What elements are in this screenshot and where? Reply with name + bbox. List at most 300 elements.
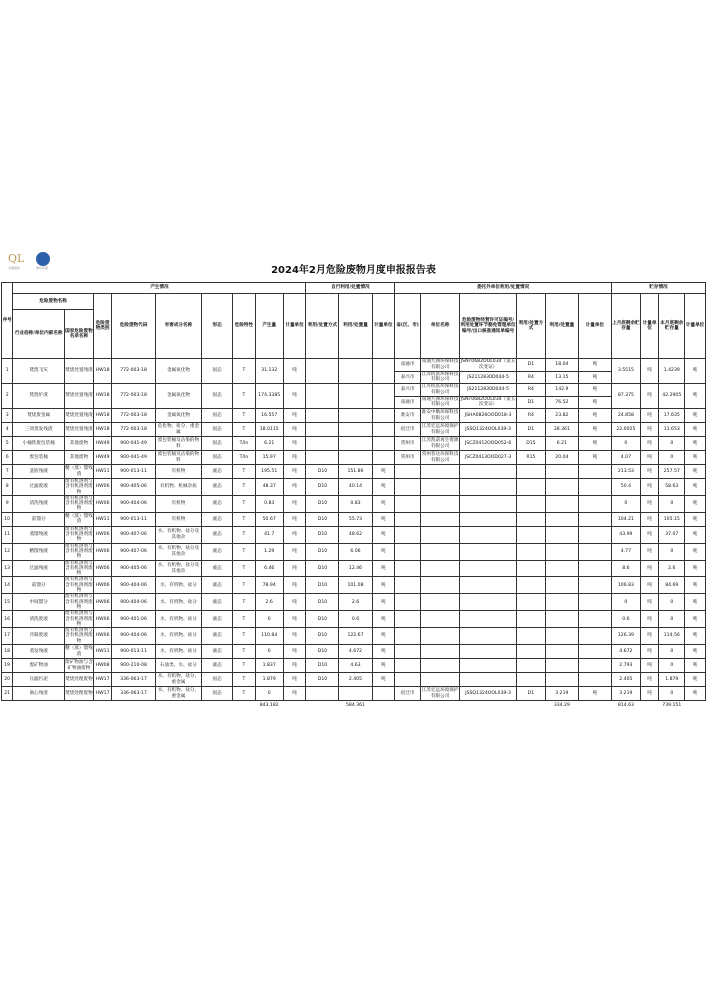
cell-category: HW06 <box>93 611 112 628</box>
cell-ent-amount: 23.82 <box>545 409 578 423</box>
cell-property: T <box>233 465 256 479</box>
cell-self-unit <box>372 451 395 465</box>
cell-form: 固态 <box>202 423 233 437</box>
cell-unit: 吨 <box>283 543 306 560</box>
cell-code: 900-404-06 <box>112 577 155 594</box>
cell-company <box>421 628 460 645</box>
cell-seq: 3 <box>2 409 13 423</box>
cell-self-amount: 48.62 <box>339 526 372 543</box>
cell-self-amount: 2.6 <box>339 594 372 611</box>
cell-property: T <box>233 687 256 701</box>
cell-self-unit: 吨 <box>372 512 395 526</box>
cell-code: 772-003-18 <box>112 359 155 384</box>
cell-harmful: 水、有机物、盐分、重金属 <box>155 687 201 701</box>
cell-ent-unit <box>578 479 611 496</box>
logo-emblem-icon <box>36 252 50 266</box>
cell-seq: 18 <box>2 645 13 659</box>
cell-ent-method <box>516 512 545 526</box>
cell-province <box>395 465 421 479</box>
cell-category: HW11 <box>93 465 112 479</box>
cell-category: HW18 <box>93 409 112 423</box>
totals-blank <box>685 701 706 711</box>
table-row <box>2 359 706 372</box>
cell-province <box>395 526 421 543</box>
cell-property: T <box>233 560 256 577</box>
cell-last-stock: 0 <box>611 594 640 611</box>
cell-seq: 21 <box>2 687 13 701</box>
cell-amount: 0 <box>255 687 283 701</box>
cell-last-stock: 4.672 <box>611 645 640 659</box>
cell-category: HW11 <box>93 645 112 659</box>
table-row <box>2 423 706 437</box>
cell-license <box>460 577 517 594</box>
cell-license <box>460 611 517 628</box>
cell-seq: 8 <box>2 479 13 496</box>
cell-industry-name: 小桶铁废包装桶 <box>13 437 65 451</box>
cell-national-name: 精（蒸）馏残渣 <box>65 513 93 525</box>
cell-self-amount <box>339 451 372 465</box>
cell-harmful: 废包装桶及沾染的物料 <box>155 451 201 465</box>
cell-last-stock: 3.219 <box>611 687 640 701</box>
header-unit: 计量单位 <box>283 294 306 359</box>
cell-last-unit: 吨 <box>640 560 659 577</box>
cell-ent-amount <box>545 526 578 543</box>
cell-self-amount: 122.67 <box>339 628 372 645</box>
cell-this-unit: 吨 <box>685 437 706 451</box>
table-row <box>2 495 706 512</box>
header-this-stock: 本月底剩余贮存量 <box>659 294 685 359</box>
cell-ent-amount <box>545 495 578 512</box>
cell-this-stock: 2.6 <box>659 560 685 577</box>
cell-national-name: 精（蒸）馏残渣 <box>65 466 93 477</box>
cell-category: HW18 <box>93 359 112 384</box>
cell-province: 泰兴市 <box>395 384 421 397</box>
cell-company <box>421 611 460 628</box>
cell-province <box>395 645 421 659</box>
header-ent-method: 利用/处置方式 <box>516 294 545 359</box>
cell-self-unit: 吨 <box>372 673 395 687</box>
cell-industry-name: 焚烧废金属 <box>13 409 65 423</box>
cell-unit: 吨 <box>283 409 306 423</box>
cell-ent-amount <box>545 577 578 594</box>
header-property: 危险特性 <box>233 294 256 359</box>
cell-this-stock: 0 <box>659 495 685 512</box>
cell-property: T/In <box>233 437 256 451</box>
cell-amount: 41.7 <box>255 526 283 543</box>
cell-seq: 7 <box>2 465 13 479</box>
table-row <box>2 594 706 611</box>
cell-form: 液态 <box>202 512 233 526</box>
cell-self-unit <box>372 384 395 409</box>
cell-self-amount <box>339 384 372 409</box>
cell-ent-amount <box>545 659 578 673</box>
cell-national-name: 焚烧处置残渣 <box>64 359 93 384</box>
cell-this-unit: 吨 <box>685 577 706 594</box>
cell-company <box>421 673 460 687</box>
cell-last-unit: 吨 <box>640 673 659 687</box>
cell-amount: 1.837 <box>255 659 283 673</box>
cell-unit: 吨 <box>283 465 306 479</box>
cell-harmful: 有机物 <box>155 465 201 479</box>
cell-license: JSCZ0413OOD027-3 <box>460 451 517 465</box>
cell-national-name: 焚烧处理废物 <box>64 673 93 687</box>
cell-province: 淮安市 <box>395 409 421 423</box>
totals-blank <box>2 701 13 711</box>
cell-national-name: 废有机溶剂与含有机溶剂废物 <box>65 577 93 594</box>
cell-amount: 1.29 <box>255 543 283 560</box>
totals-blank <box>516 701 545 711</box>
cell-last-stock: 106.83 <box>611 577 640 594</box>
cell-category: HW06 <box>93 560 112 577</box>
cell-ent-unit <box>578 560 611 577</box>
cell-ent-method <box>516 673 545 687</box>
cell-property: T <box>233 659 256 673</box>
cell-last-unit: 吨 <box>640 423 659 437</box>
header-entrust: 委托外单位利用/处置情况 <box>395 283 612 294</box>
total-self-amount: 584.361 <box>345 702 365 708</box>
cell-national-name: 焚烧处理废物 <box>64 687 93 701</box>
header-form: 形态 <box>202 294 233 359</box>
cell-ent-unit: 吨 <box>578 409 611 423</box>
cell-code: 900-405-06 <box>112 560 155 577</box>
total-last-stock: 814.63 <box>617 702 634 708</box>
cell-self-amount: 40.14 <box>339 479 372 496</box>
cell-ent-unit: 吨 <box>578 359 611 372</box>
cell-this-stock: 11.653 <box>659 423 685 437</box>
cell-this-stock: 1.4239 <box>659 359 685 384</box>
cell-national-name: 废有机溶剂与含有机溶剂废物 <box>65 495 93 512</box>
cell-this-stock: 1.879 <box>659 673 685 687</box>
totals-blank <box>395 701 421 711</box>
cell-national-name: 废有机溶剂与含有机溶剂废物 <box>65 560 93 577</box>
cell-company <box>421 560 460 577</box>
totals-blank <box>283 701 306 711</box>
table-row <box>2 611 706 628</box>
cell-self-unit: 吨 <box>372 495 395 512</box>
cell-national-name: 焚烧处置残渣 <box>64 409 93 423</box>
cell-amount: 18.0115 <box>255 423 283 437</box>
cell-this-unit: 吨 <box>685 451 706 465</box>
cell-ent-unit <box>578 526 611 543</box>
cell-harmful: 金属氧化物 <box>155 359 201 384</box>
cell-this-unit: 吨 <box>685 465 706 479</box>
cell-property: T <box>233 359 256 384</box>
cell-self-method: D10 <box>306 645 339 659</box>
cell-this-unit: 吨 <box>685 645 706 659</box>
cell-license <box>460 526 517 543</box>
cell-license <box>460 512 517 526</box>
header-self: 自行利用/处置情况 <box>306 283 395 294</box>
cell-amount: 195.51 <box>255 465 283 479</box>
cell-amount: 50.67 <box>255 512 283 526</box>
logo-text-1: 全球领先 <box>8 266 21 270</box>
cell-self-method <box>306 423 339 437</box>
cell-this-unit: 吨 <box>685 384 706 409</box>
totals-blank <box>460 701 517 711</box>
totals-blank <box>421 701 460 711</box>
cell-license: JSNT0682OOL034（第五次变证） <box>460 359 516 370</box>
cell-form: 固态 <box>202 687 233 701</box>
cell-last-stock: 104.21 <box>611 512 640 526</box>
cell-amount: 6.46 <box>255 560 283 577</box>
cell-this-stock: 114.56 <box>659 628 685 645</box>
cell-self-method: D10 <box>306 577 339 594</box>
cell-province <box>395 512 421 526</box>
cell-category: HW49 <box>93 451 112 465</box>
cell-company: 江苏宏远环境保护有限公司 <box>421 424 459 435</box>
cell-ent-amount: 20.04 <box>545 451 578 465</box>
cell-company <box>421 659 460 673</box>
header-ent-amount: 利用/处置量 <box>545 294 578 359</box>
cell-license <box>460 479 517 496</box>
cell-code: 900-041-49 <box>112 451 155 465</box>
cell-seq: 15 <box>2 594 13 611</box>
cell-harmful: 危化物、盐分、重金属 <box>155 423 201 437</box>
cell-this-unit: 吨 <box>685 423 706 437</box>
cell-last-stock: 3.5515 <box>611 359 640 384</box>
cell-province <box>395 560 421 577</box>
header-this-unit: 计量单位 <box>685 294 706 359</box>
cell-industry-name: 压滤污泥 <box>13 673 65 687</box>
cell-self-method <box>306 359 339 384</box>
cell-this-unit: 吨 <box>685 543 706 560</box>
cell-self-unit: 吨 <box>372 594 395 611</box>
cell-ent-method <box>516 479 545 496</box>
cell-industry-name: 过滤废液 <box>13 479 65 496</box>
cell-industry-name: 清洗残液 <box>13 495 65 512</box>
cell-national-name: 废有机溶剂与含有机溶剂废物 <box>65 628 93 644</box>
table-row <box>2 645 706 659</box>
cell-province: 泰兴市 <box>395 371 421 384</box>
cell-self-unit <box>372 423 395 437</box>
totals-blank <box>640 701 659 711</box>
cell-seq: 17 <box>2 628 13 645</box>
cell-self-unit: 吨 <box>372 543 395 560</box>
cell-province <box>395 577 421 594</box>
cell-self-amount: 0.6 <box>339 611 372 628</box>
cell-last-stock: 0.6 <box>611 611 640 628</box>
cell-unit: 吨 <box>283 479 306 496</box>
cell-province <box>395 673 421 687</box>
cell-ent-unit <box>578 495 611 512</box>
cell-property: T <box>233 611 256 628</box>
cell-industry-name: 中间馏分 <box>13 594 65 611</box>
cell-self-method: D10 <box>306 495 339 512</box>
totals-blank <box>233 701 256 711</box>
cell-amount: 1.879 <box>255 673 283 687</box>
cell-last-stock: 0 <box>611 495 640 512</box>
cell-form: 液态 <box>202 577 233 594</box>
cell-company: 江苏凯诺再生资源有限公司 <box>421 438 459 449</box>
cell-self-unit: 吨 <box>372 645 395 659</box>
cell-harmful: 有机物 <box>155 512 201 526</box>
cell-national-name: 废有机溶剂与含有机溶剂废物 <box>65 611 93 627</box>
totals-blank <box>64 701 93 711</box>
cell-unit: 吨 <box>283 560 306 577</box>
cell-unit: 吨 <box>283 577 306 594</box>
cell-company <box>421 495 460 512</box>
cell-ent-method: R4 <box>516 371 545 384</box>
cell-code: 772-003-18 <box>112 409 155 423</box>
cell-self-amount: 55.73 <box>339 512 372 526</box>
cell-company: 南通九洲环保科技有限公司 <box>421 396 459 408</box>
cell-code: 772-003-18 <box>112 423 155 437</box>
cell-form: 液态 <box>202 479 233 496</box>
cell-form: 固态 <box>202 359 233 384</box>
cell-industry-name: 过滤残液 <box>13 560 65 577</box>
cell-industry-name: 焚烧飞灰 <box>13 359 65 384</box>
cell-seq: 9 <box>2 495 13 512</box>
cell-ent-method <box>516 560 545 577</box>
cell-province: 南通市 <box>395 359 421 372</box>
cell-last-stock: 87.375 <box>611 384 640 409</box>
cell-this-unit: 吨 <box>685 409 706 423</box>
cell-form: 液态 <box>202 543 233 560</box>
cell-this-stock: 17.635 <box>659 409 685 423</box>
cell-national-name: 废有机溶剂与含有机溶剂废物 <box>65 594 93 610</box>
cell-code: 900-404-06 <box>112 628 155 645</box>
cell-amount: 31.132 <box>255 359 283 384</box>
header-code: 危险废物代码 <box>112 294 155 359</box>
cell-ent-amount <box>545 594 578 611</box>
cell-ent-amount <box>545 645 578 659</box>
cell-category: HW17 <box>93 687 112 701</box>
cell-self-method: D10 <box>306 512 339 526</box>
table-row <box>2 673 706 687</box>
total-this-stock: 739.151 <box>662 702 682 708</box>
cell-ent-method <box>516 645 545 659</box>
cell-license <box>460 594 517 611</box>
cell-property: T <box>233 645 256 659</box>
cell-this-stock: 84.69 <box>659 577 685 594</box>
cell-property: T <box>233 409 256 423</box>
cell-industry-name: 冷凝废液 <box>13 628 65 645</box>
cell-self-amount <box>339 687 372 701</box>
cell-national-name: 精（蒸）馏残渣 <box>65 646 93 657</box>
cell-unit: 吨 <box>283 384 306 409</box>
cell-province: 宿迁市 <box>395 423 421 437</box>
cell-harmful: 水、有机物、盐分 <box>155 628 201 645</box>
cell-code: 900-404-06 <box>112 594 155 611</box>
totals-blank <box>13 701 65 711</box>
cell-code: 900-401-06 <box>112 611 155 628</box>
cell-last-unit: 吨 <box>640 543 659 560</box>
cell-last-unit: 吨 <box>640 465 659 479</box>
cell-property: T <box>233 512 256 526</box>
cell-this-stock: 0 <box>659 543 685 560</box>
cell-unit: 吨 <box>283 437 306 451</box>
cell-ent-unit <box>578 465 611 479</box>
report-body <box>2 359 706 711</box>
cell-harmful: 有机物、机械杂质 <box>155 479 201 496</box>
cell-province <box>395 659 421 673</box>
cell-amount: 0.83 <box>255 495 283 512</box>
cell-this-stock: 257.57 <box>659 465 685 479</box>
cell-industry-name: 焚烧炉渣 <box>13 384 65 409</box>
header-license: 危险废物经营许可证编号/利用处置环节豁免管理单位编号/出口核准通知单编号 <box>460 294 517 359</box>
cell-company <box>421 512 460 526</box>
cell-ent-amount <box>545 628 578 645</box>
cell-seq: 20 <box>2 673 13 687</box>
cell-this-unit: 吨 <box>685 526 706 543</box>
cell-self-amount: 0.83 <box>339 495 372 512</box>
cell-this-stock: 0 <box>659 451 685 465</box>
cell-province <box>395 594 421 611</box>
cell-self-method: D10 <box>306 560 339 577</box>
cell-harmful: 有机物 <box>155 495 201 512</box>
cell-code: 900-013-11 <box>112 465 155 479</box>
table-row <box>2 577 706 594</box>
cell-form: 固态 <box>202 384 233 409</box>
cell-seq: 1 <box>2 359 13 384</box>
cell-self-method <box>306 687 339 701</box>
cell-unit: 吨 <box>283 645 306 659</box>
table-row <box>2 628 706 645</box>
cell-amount: 0 <box>255 611 283 628</box>
cell-last-stock: 0 <box>611 437 640 451</box>
header-last-stock: 上月底剩余贮存量 <box>611 294 640 359</box>
cell-category: HW06 <box>93 594 112 611</box>
cell-company: 淮安中顺环保科技有限公司 <box>421 410 459 421</box>
cell-form: 液态 <box>202 495 233 512</box>
cell-national-name: 废矿物油与含矿物油废物 <box>65 660 93 671</box>
cell-self-method: D10 <box>306 611 339 628</box>
cell-form: 液态 <box>202 628 233 645</box>
cell-province <box>395 611 421 628</box>
cell-license <box>460 628 517 645</box>
cell-this-stock: 0 <box>659 645 685 659</box>
cell-industry-name: 三效蒸发残渣 <box>13 423 65 437</box>
cell-ent-amount <box>545 673 578 687</box>
cell-form: 液态 <box>202 560 233 577</box>
cell-self-method <box>306 409 339 423</box>
cell-harmful: 水、有机物、盐分 <box>155 577 201 594</box>
cell-form: 液态 <box>202 465 233 479</box>
cell-company <box>421 594 460 611</box>
cell-unit: 吨 <box>283 611 306 628</box>
cell-harmful: 水、有机物、盐分及其他杂 <box>155 526 201 543</box>
cell-industry-name: 废矿物油 <box>13 659 65 673</box>
total-amount: 843.182 <box>259 702 279 708</box>
cell-seq: 19 <box>2 659 13 673</box>
cell-harmful: 水、有机物、盐分、重金属 <box>155 673 201 687</box>
cell-harmful: 金属氧化物 <box>155 409 201 423</box>
cell-ent-unit <box>578 543 611 560</box>
cell-last-stock: 43.99 <box>611 526 640 543</box>
cell-company: 江苏杭富环保科技有限公司 <box>421 384 459 395</box>
cell-industry-name: 离心残渣 <box>13 687 65 701</box>
cell-self-method <box>306 384 339 409</box>
cell-national-name: 废有机溶剂与含有机溶剂废物 <box>65 543 93 560</box>
cell-this-unit: 吨 <box>685 560 706 577</box>
cell-ent-method <box>516 526 545 543</box>
cell-ent-unit <box>578 628 611 645</box>
header-self-unit: 计量单位 <box>372 294 395 359</box>
cell-form: 固态 <box>202 409 233 423</box>
cell-code: 900-013-11 <box>112 645 155 659</box>
totals-blank <box>578 701 611 711</box>
cell-company <box>421 645 460 659</box>
table-row <box>2 437 706 451</box>
header-company: 单位名称 <box>421 294 460 359</box>
cell-ent-amount <box>545 560 578 577</box>
cell-license <box>460 560 517 577</box>
cell-category: HW18 <box>93 384 112 409</box>
cell-seq: 5 <box>2 437 13 451</box>
cell-national-name: 其他废物 <box>64 437 93 451</box>
logo-mark: QL <box>8 252 25 265</box>
cell-last-unit: 吨 <box>640 687 659 701</box>
